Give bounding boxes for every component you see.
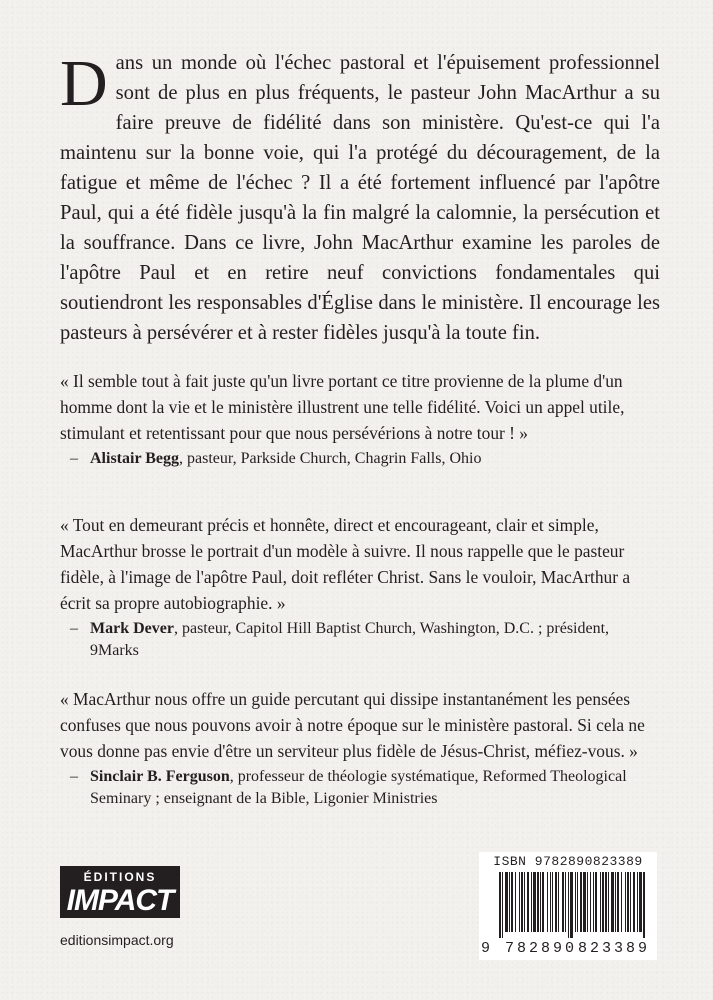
barcode-bar [611, 872, 614, 932]
barcode-bar [550, 872, 551, 932]
barcode-bar [562, 872, 564, 932]
isbn-digits-right: 823389 [578, 940, 651, 957]
barcode-bar [621, 872, 622, 932]
barcode-bar [583, 872, 586, 932]
endorsement-attribution [60, 618, 660, 662]
barcode-bar [602, 872, 604, 932]
endorsement-3 [60, 686, 660, 810]
endorser-name: Mark Dever [90, 620, 174, 637]
barcode-bar [519, 872, 520, 932]
barcode-bar [547, 872, 548, 932]
barcode-bar [590, 872, 591, 932]
barcode-bar [630, 872, 631, 932]
barcode-bar [537, 872, 539, 932]
barcode-bar [643, 872, 645, 938]
barcode-bar [527, 872, 529, 932]
barcode-bar [505, 872, 508, 932]
barcode-bar [511, 872, 513, 932]
barcode-bar [593, 872, 594, 932]
isbn-digits-left: 782890 [505, 940, 578, 957]
isbn-label: ISBN 9782890823389 [493, 854, 643, 869]
endorser-role: , pasteur, Capitol Hill Baptist Church, Washington, D.C. ; président, 9Marks [90, 620, 610, 659]
barcode-bar [521, 872, 523, 932]
barcode-bar [625, 872, 626, 932]
barcode-bar [502, 872, 503, 938]
barcode-bar [605, 872, 607, 932]
endorsement-1 [60, 368, 660, 470]
endorsement-quote: « MacArthur nous offre un guide percutant qui dissipe instantanément les pensées confuses que nous pouvons avoir à notre époque sur le ministère pastoral. Si cela ne vous donne pas envie d'être un serviteur plus fidèle de Jésus-Christ, méfiez-vous. » [60, 689, 645, 761]
barcode-bar [531, 872, 532, 932]
barcode-bar [568, 872, 569, 938]
endorser-role: , pasteur, Parkside Church, Chagrin Falls, Ohio [179, 450, 482, 467]
barcode-bar [637, 872, 638, 932]
barcode-bar [552, 872, 553, 932]
barcode-bar [615, 872, 616, 932]
barcode-bar [627, 872, 629, 932]
isbn-digit-first: 9 [481, 940, 491, 957]
barcode-bar [575, 872, 576, 932]
logo-top-text: ÉDITIONS [83, 870, 157, 884]
barcode-bar [524, 872, 525, 932]
endorser-name: Alistair Begg [90, 450, 180, 467]
back-cover-description [60, 48, 660, 348]
attribution-dash: – [70, 450, 78, 467]
barcode-bar [509, 872, 510, 932]
barcode-bar [515, 872, 516, 932]
barcode-bar [595, 872, 597, 932]
barcode-bar [542, 872, 544, 932]
barcode-bar [499, 872, 501, 938]
barcode-bar [570, 872, 573, 938]
attribution-dash: – [70, 768, 78, 785]
barcode-bar [587, 872, 588, 932]
barcode-bar [617, 872, 619, 932]
endorsement-quote: « Il semble tout à fait juste qu'un livre portant ce titre provienne de la plume d'un homme dont la vie et le ministère illustrent une telle fidélité. Voici un appel utile, stimulant et retentissant pour que nous persévérions à notre tour ! » [60, 371, 625, 443]
endorser-role: , professeur de théologie systématique, Reformed Theological Seminary ; enseignant de la Bible, Ligonier Ministries [90, 768, 627, 807]
barcode-bar [533, 872, 536, 932]
barcode-bar [639, 872, 642, 932]
isbn-barcode [479, 852, 657, 960]
description-text: ans un monde où l'échec pastoral et l'épuisement professionnel sont de plus en plus fréquents, le pasteur John MacArthur a su faire preuve de fidélité dans son ministère. Qu'est-ce qui l'a maintenu sur la bonne voie, qui l'a protégé du découragement, de la fatigue et même de l'échec ? Il a été fortement influencé par l'apôtre Paul, qui a été fidèle jusqu'à la fin malgré la calomnie, la persécution et la souffrance. Dans ce livre, John MacArthur examine les paroles de l'apôtre Paul et en retire neuf convictions fondamentales qui soutiendront les responsables d'Église dans le ministère. Il encourage les pasteurs à persévérer et à rester fidèles jusqu'à la toute fin. [60, 52, 660, 344]
endorsement-quote: « Tout en demeurant précis et honnête, direct et encourageant, clair et simple, MacArthur brosse le portrait d'un modèle à suivre. Il nous rappelle que le pasteur fidèle, à l'image de l'apôtre Paul, doit refléter Christ. Sans le vouloir, MacArthur a écrit sa propre autobiographie. » [60, 515, 631, 613]
endorsement-attribution [60, 448, 660, 470]
barcode-bar [558, 872, 559, 932]
barcode-bars [485, 872, 651, 938]
barcode-bar [608, 872, 609, 932]
logo-main-text: IMPACT [66, 884, 174, 917]
barcode-bar [540, 872, 541, 932]
barcode-bar [580, 872, 582, 932]
attribution-dash: – [70, 620, 78, 637]
endorser-name: Sinclair B. Ferguson [90, 768, 230, 785]
barcode-bar [565, 872, 566, 932]
publisher-website: editionsimpact.org [60, 932, 174, 948]
barcode-bar [600, 872, 601, 932]
publisher-logo [60, 866, 180, 918]
barcode-bar [633, 872, 635, 932]
endorsement-2 [60, 512, 660, 662]
endorsement-attribution [60, 766, 660, 810]
drop-cap: D [60, 47, 108, 120]
barcode-bar [555, 872, 557, 932]
barcode-bar [577, 872, 578, 932]
